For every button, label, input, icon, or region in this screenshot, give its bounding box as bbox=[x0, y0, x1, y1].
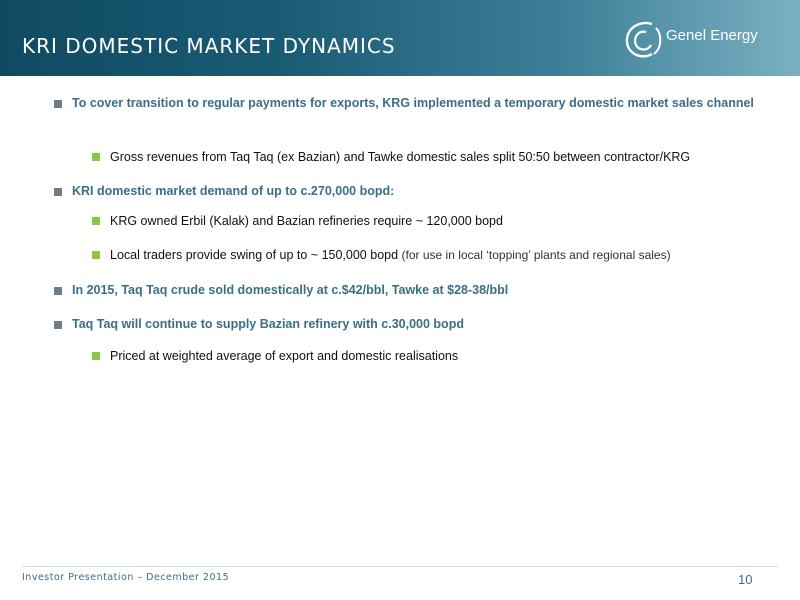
bullet-marker-icon bbox=[54, 100, 62, 108]
sub-bullet-marker-icon bbox=[92, 352, 100, 360]
sub-bullet-item: KRG owned Erbil (Kalak) and Bazian refineries require ~ 120,000 bopd bbox=[92, 212, 772, 231]
header-banner bbox=[0, 0, 800, 76]
sub-bullet-marker-icon bbox=[92, 251, 100, 259]
sub-bullet-aside: (for use in local ‘topping’ plants and regional sales) bbox=[401, 248, 671, 262]
sub-bullet-marker-icon bbox=[92, 153, 100, 161]
bullet-item: Taq Taq will continue to supply Bazian refinery with c.30,000 bopd bbox=[54, 315, 754, 334]
sub-bullet-item bbox=[92, 246, 772, 265]
logo-wordmark: Genel Energy bbox=[666, 27, 758, 44]
bullet-marker-icon bbox=[54, 188, 62, 196]
bullet-item: To cover transition to regular payments for exports, KRG implemented a temporary domestic market sales channel bbox=[54, 94, 754, 113]
page-number: 10 bbox=[738, 572, 753, 587]
bullet-item: In 2015, Taq Taq crude sold domestically at c.$42/bbl, Tawke at $28-38/bbl bbox=[54, 281, 754, 300]
sub-bullet-text: Local traders provide swing of up to ~ 150,000 bopd bbox=[110, 248, 399, 262]
bullet-item: KRI domestic market demand of up to c.270,000 bopd: bbox=[54, 182, 754, 201]
sub-bullet-marker-icon bbox=[92, 217, 100, 225]
sub-bullet-item: Gross revenues from Taq Taq (ex Bazian) and Tawke domestic sales split 50:50 between contractor/KRG bbox=[92, 148, 772, 167]
bullet-marker-icon bbox=[54, 287, 62, 295]
sub-bullet-item: Priced at weighted average of export and domestic realisations bbox=[92, 347, 772, 366]
company-logo bbox=[622, 18, 772, 62]
genel-energy-logo-icon bbox=[622, 18, 668, 62]
bullet-marker-icon bbox=[54, 321, 62, 329]
footer-divider bbox=[22, 566, 778, 567]
footer-text: Investor Presentation – December 2015 bbox=[22, 572, 230, 583]
page-title: KRI DOMESTIC MARKET DYNAMICS bbox=[22, 34, 396, 58]
